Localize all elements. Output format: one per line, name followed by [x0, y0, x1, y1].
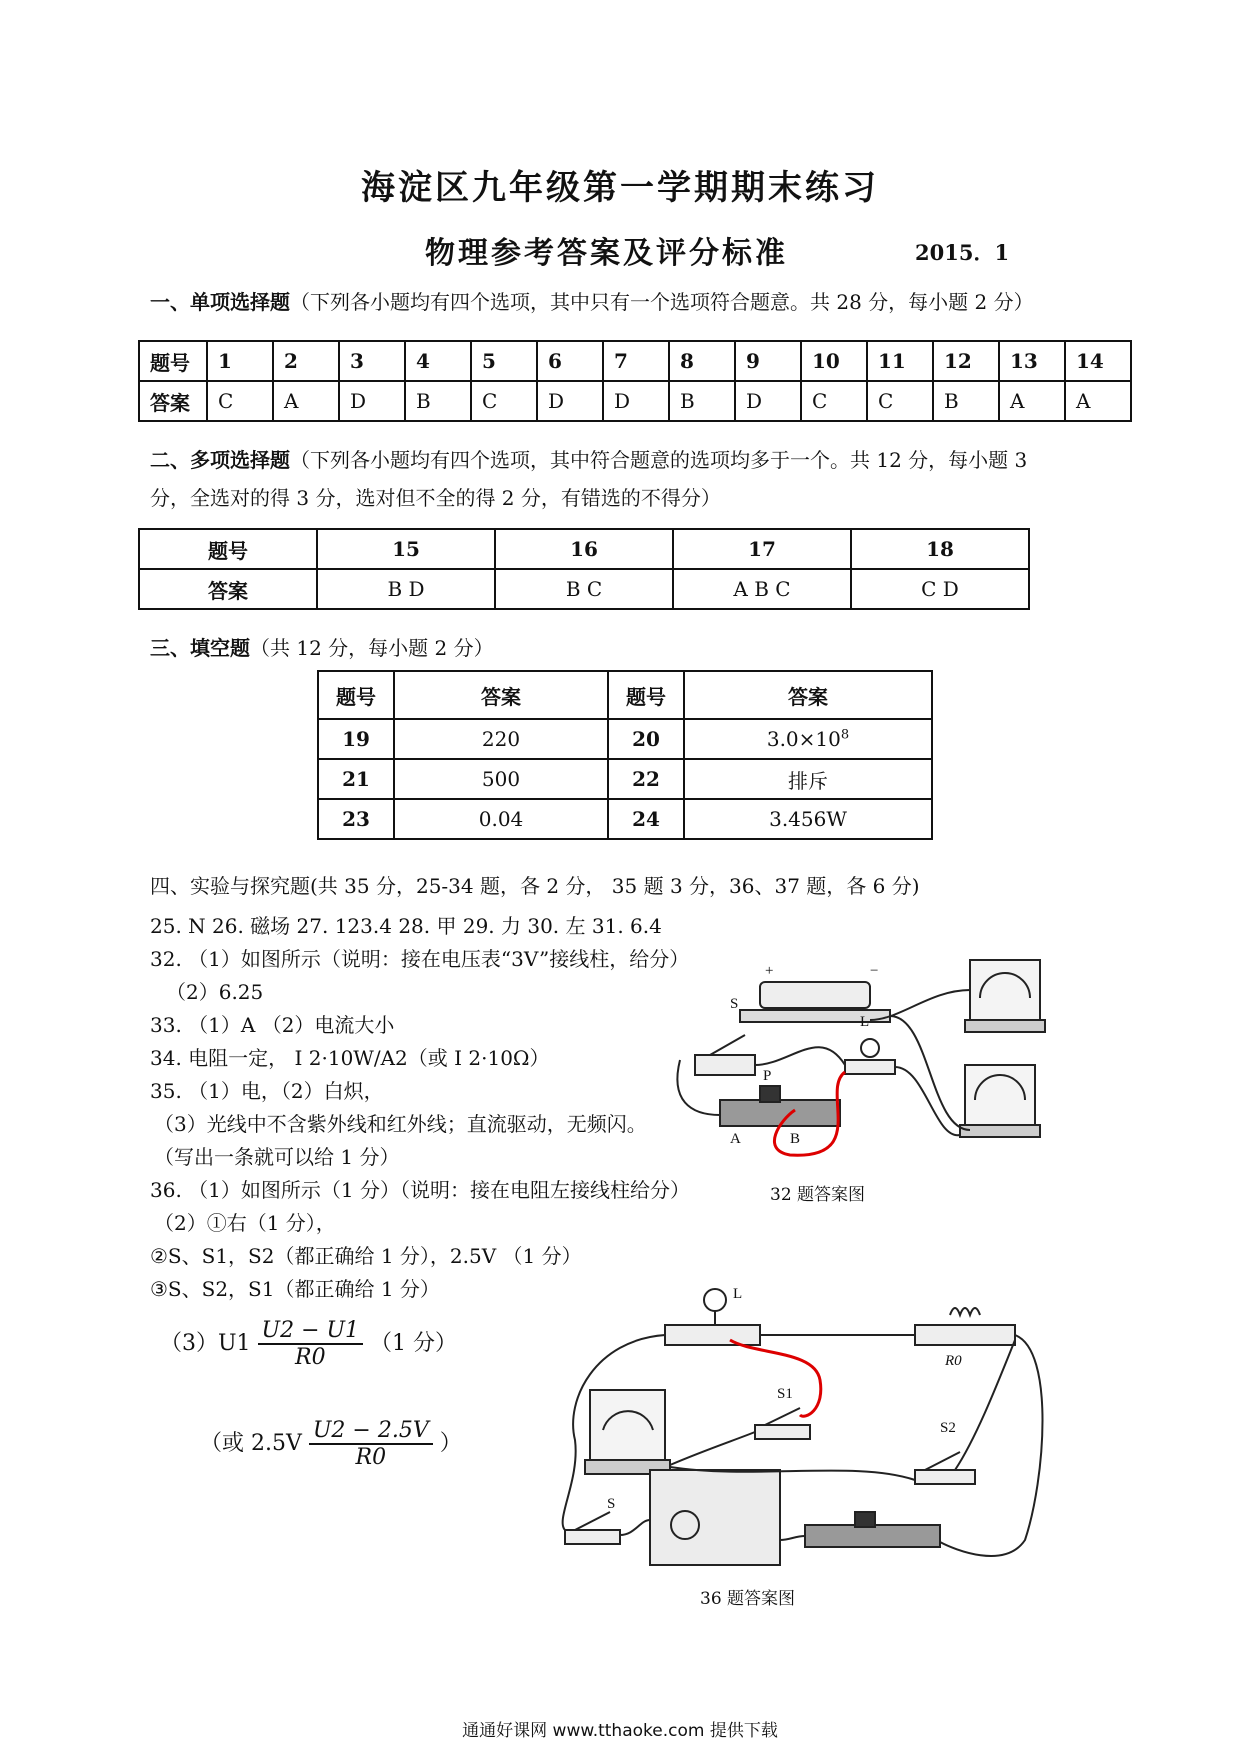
formula-main: （3）U1 $\frac{U2 - U1}{R0}$ （1 分） [160, 1318, 458, 1370]
answer-cell: C [207, 381, 273, 421]
question-number: 10 [801, 341, 867, 381]
answer-line-36: 36. （1）如图所示（1 分）（说明：接在电阻左接线柱给分） [150, 1178, 690, 1202]
question-number: 16 [495, 529, 673, 569]
answer-line-35-note: （写出一条就可以给 1 分） [154, 1145, 400, 1169]
table-row: 19 220 20 $3.0\times 10^8$ [318, 719, 932, 759]
question-number: 6 [537, 341, 603, 381]
section2-note: 分，全选对的得 3 分，选对但不全的得 2 分，有错选的不得分） [150, 486, 721, 510]
answer-line-35: 35. （1）电，（2）白炽， [150, 1079, 384, 1103]
section3-heading: 三、填空题（共 12 分，每小题 2 分） [150, 636, 494, 660]
answer-cell: B [405, 381, 471, 421]
table-row: 题号 15 16 17 18 [139, 529, 1029, 569]
label-r0: R0 [945, 1353, 962, 1369]
formula-alt: （或 2.5V $\frac{U2 - 2.5V}{R0}$ ） [200, 1418, 462, 1470]
page-subtitle: 物理参考答案及评分标准 [425, 236, 788, 271]
table-row: 题号 1 2 3 4 5 6 7 8 9 10 11 12 13 14 [139, 341, 1131, 381]
question-number: 4 [405, 341, 471, 381]
label-a: A [730, 1131, 741, 1147]
answer-cell: C [801, 381, 867, 421]
question-number: 1 [207, 341, 273, 381]
question-number: 11 [867, 341, 933, 381]
answer-cell: B [933, 381, 999, 421]
answer-line-35-3: （3）光线中不含紫外线和红外线；直流驱动，无频闪。 [154, 1112, 647, 1136]
answer-line-33: 33. （1）A （2）电流大小 [150, 1013, 395, 1037]
label-s: S [730, 996, 739, 1012]
figure-32-caption: 32 题答案图 [770, 1185, 866, 1205]
exam-date: 2015．1 [915, 240, 1010, 265]
table-row: 答案 B D B C A B C C D [139, 569, 1029, 609]
question-number: 18 [851, 529, 1029, 569]
label-s: S [607, 1496, 616, 1512]
question-number: 3 [339, 341, 405, 381]
label-l: L [733, 1286, 743, 1302]
label-s1: S1 [777, 1386, 793, 1402]
section1-heading: 一、单项选择题（下列各小题均有四个选项，其中只有一个选项符合题意。共 28 分，每小题 2 分） [150, 290, 1034, 314]
table-row: 23 0.04 24 3.456W [318, 799, 932, 839]
question-number: 14 [1065, 341, 1131, 381]
answer-cell: A [1065, 381, 1131, 421]
answer-cell: D [339, 381, 405, 421]
question-number: 9 [735, 341, 801, 381]
question-number: 15 [317, 529, 495, 569]
question-number: 17 [673, 529, 851, 569]
table-row: 答案 C A D B C D D B D C C B A A [139, 381, 1131, 421]
question-number: 8 [669, 341, 735, 381]
footer-source: 通通好课网 www.tthaoke.com 提供下载 [462, 1721, 778, 1741]
figure-36-caption: 36 题答案图 [700, 1589, 796, 1609]
question-number: 7 [603, 341, 669, 381]
answer-cell: B D [317, 569, 495, 609]
answer-line-32: 32. （1）如图所示（说明：接在电压表“3V”接线柱，给分） [150, 947, 690, 971]
figure-36-circuit [555, 1280, 1060, 1580]
label-p: P [763, 1068, 772, 1084]
answer-line-32-2: （2）6.25 [166, 980, 264, 1004]
answer-line-34: 34. 电阻一定， I 2·10W/A2（或 I 2·10Ω） [150, 1046, 550, 1070]
question-number: 13 [999, 341, 1065, 381]
answer-cell: D [603, 381, 669, 421]
page-title: 海淀区九年级第一学期期末练习 [361, 168, 879, 208]
answer-cell: D [735, 381, 801, 421]
answer-cell: C D [851, 569, 1029, 609]
section4-heading: 四、实验与探究题(共 35 分，25-34 题，各 2 分， 35 题 3 分，36、37 题，各 6 分) [150, 874, 920, 898]
answer-cell: A [273, 381, 339, 421]
table-row: 题号 答案 题号 答案 [318, 671, 932, 719]
question-number: 5 [471, 341, 537, 381]
section3-table [317, 670, 933, 840]
label-l: L [860, 1014, 870, 1030]
answer-cell: B [669, 381, 735, 421]
label-b: B [790, 1131, 801, 1147]
section2-table [138, 528, 1030, 610]
table-row: 21 500 22 排斥 [318, 759, 932, 799]
answer-line-36-2c: ③S、S2，S1（都正确给 1 分） [150, 1277, 440, 1301]
answer-line-36-2: （2）①右（1 分）， [154, 1211, 336, 1235]
answer-cell: C [867, 381, 933, 421]
section1-table [138, 340, 1132, 422]
answer-line-25-31: 25. N 26. 磁场 27. 123.4 28. 甲 29. 力 30. 左 31. 6.4 [150, 914, 662, 938]
answer-cell: A B C [673, 569, 851, 609]
section2-heading: 二、多项选择题（下列各小题均有四个选项，其中符合题意的选项均多于一个。共 12 分，每小题 3 [150, 448, 1028, 472]
answer-cell: B C [495, 569, 673, 609]
label-minus: − [870, 963, 879, 979]
answer-line-36-2b: ②S、S1，S2（都正确给 1 分），2.5V （1 分） [150, 1244, 582, 1268]
answer-cell: C [471, 381, 537, 421]
answer-cell: D [537, 381, 603, 421]
label-plus: + [765, 963, 774, 979]
question-number: 2 [273, 341, 339, 381]
label-s2: S2 [940, 1420, 956, 1436]
answer-cell: A [999, 381, 1065, 421]
question-number: 12 [933, 341, 999, 381]
figure-32-circuit [670, 950, 1050, 1195]
